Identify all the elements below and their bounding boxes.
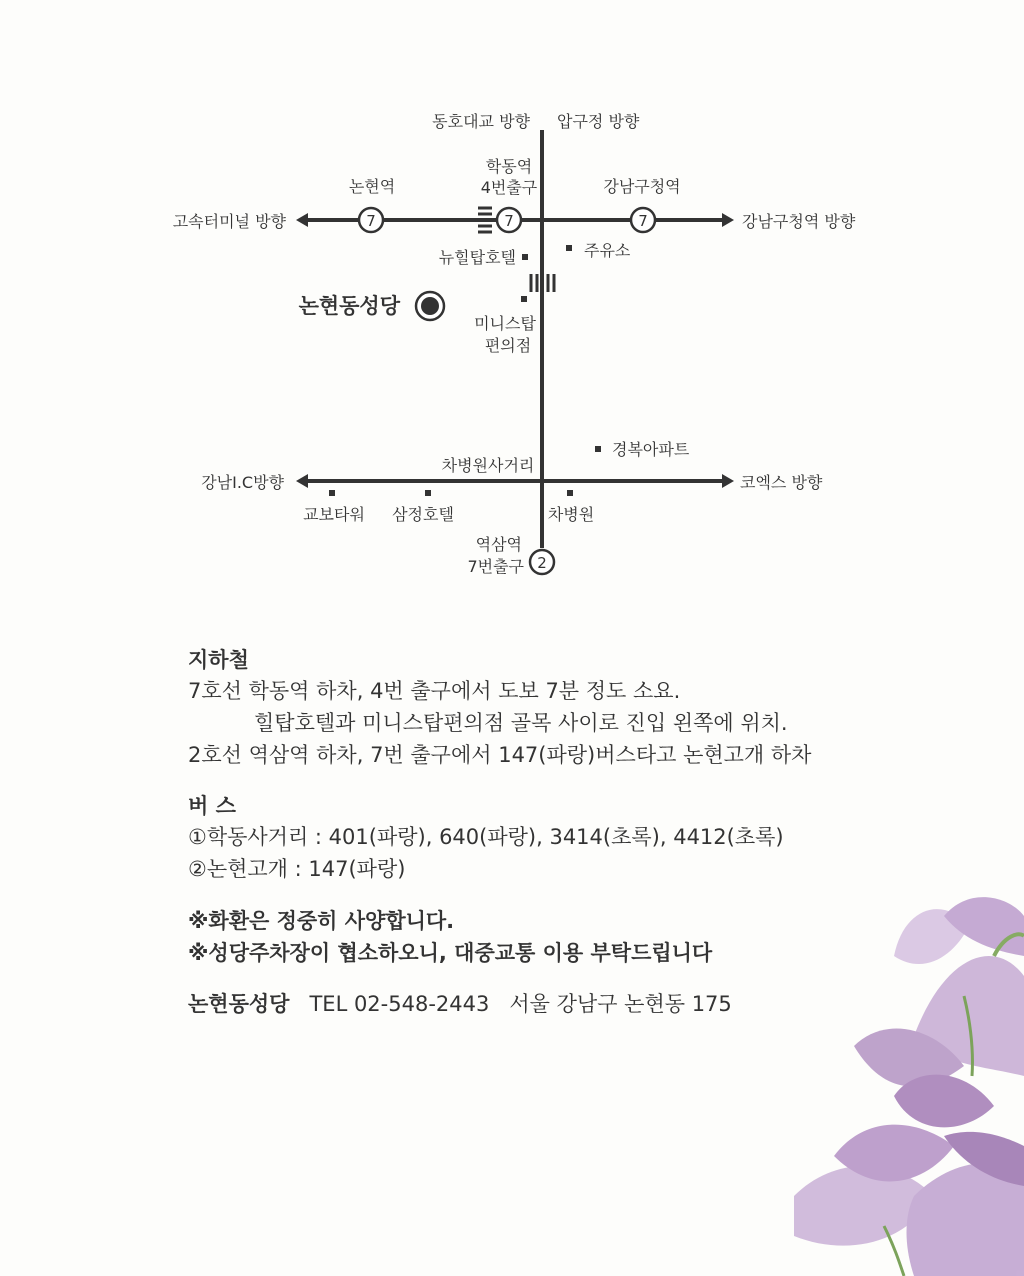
svg-text:7: 7: [638, 212, 648, 230]
landmark-mini-marker: [521, 296, 527, 302]
contact-address: 서울 강남구 논현동 175: [509, 992, 732, 1016]
landmark-kyobo-marker: [329, 490, 335, 496]
direction-terminal-label: 고속터미널 방향: [172, 212, 286, 231]
landmark-newhilltop-marker: [522, 254, 528, 260]
direction-coex-label: 코엑스 방향: [740, 473, 823, 492]
note-wreath: ※화환은 정중히 사양합니다.: [188, 909, 455, 933]
arrow-right-icon: [722, 213, 734, 227]
svg-text:2: 2: [537, 554, 547, 572]
landmark-newhilltop-label: 뉴힐탑호텔: [438, 248, 516, 267]
church-marker: [416, 292, 444, 320]
bus-title: 버 스: [188, 794, 236, 818]
arrow-left-icon: [296, 213, 308, 227]
subway-line-2: 힐탑호텔과 미니스탑편의점 골목 사이로 진입 왼쪽에 위치.: [254, 711, 788, 735]
landmark-samjung-marker: [425, 490, 431, 496]
landmark-samjung-label: 삼정호텔: [392, 505, 454, 524]
landmark-kyobo-label: 교보타워: [303, 505, 365, 524]
church-label: 논현동성당: [298, 294, 400, 318]
station-gangnamgu-label: 강남구청역: [603, 177, 681, 196]
flower-decoration-icon: [794, 896, 1024, 1276]
bus-line-2: ②논현고개 : 147(파랑): [188, 857, 406, 881]
station-gangnamgu-marker: [631, 208, 655, 232]
crosswalk-icon: [478, 208, 492, 232]
svg-text:7: 7: [504, 212, 514, 230]
direction-apgujeong-label: 압구정 방향: [557, 112, 640, 131]
subway-line-1: 7호선 학동역 하차, 4번 출구에서 도보 7분 정도 소요.: [188, 679, 681, 703]
subway-title: 지하철: [188, 648, 249, 672]
arrow-left-icon: [296, 474, 308, 488]
station-hakdong-marker: [497, 208, 521, 232]
contact-name: 논현동성당: [188, 992, 290, 1016]
direction-dongho-label: 동호대교 방향: [432, 112, 530, 131]
station-hakdong-label: 학동역: [485, 157, 533, 176]
svg-text:7: 7: [366, 212, 376, 230]
bus-line-1: ①학동사거리 : 401(파랑), 640(파랑), 3414(초록), 4412(초록): [188, 825, 784, 849]
landmark-gas-marker: [566, 245, 572, 251]
landmark-chabyeongwon-marker: [567, 490, 573, 496]
station-nonhyeon-label: 논현역: [348, 177, 396, 196]
station-yeoksam-marker: [530, 550, 554, 574]
intersection-label: 차병원사거리: [441, 456, 535, 475]
station-yeoksam-exit-label: 7번출구: [467, 557, 524, 576]
direction-gangnamic-label: 강남I.C방향: [201, 473, 284, 492]
landmark-gyeongbok-marker: [595, 446, 601, 452]
contact-tel: TEL 02-548-2443: [309, 992, 490, 1016]
directions-info: [188, 645, 888, 1019]
landmark-mini-label-2: 편의점: [484, 336, 532, 355]
arrow-right-icon: [722, 474, 734, 488]
landmark-gas-label: 주유소: [584, 241, 631, 260]
landmark-gyeongbok-label: 경복아파트: [612, 440, 690, 459]
location-map: [0, 0, 1024, 620]
subway-line-3: 2호선 역삼역 하차, 7번 출구에서 147(파랑)버스타고 논현고개 하차: [188, 743, 812, 767]
landmark-mini-label: 미니스탑: [474, 314, 536, 333]
landmark-chabyeongwon-label: 차병원: [547, 505, 595, 524]
station-hakdong-exit-label: 4번출구: [480, 178, 538, 197]
contact-line: [188, 989, 888, 1019]
station-yeoksam-label: 역삼역: [475, 535, 522, 554]
station-nonhyeon-marker: [359, 208, 383, 232]
direction-gangnamgu-label: 강남구청역 방향: [742, 212, 856, 231]
note-parking: ※성당주차장이 협소하오니, 대중교통 이용 부탁드립니다: [188, 941, 713, 965]
